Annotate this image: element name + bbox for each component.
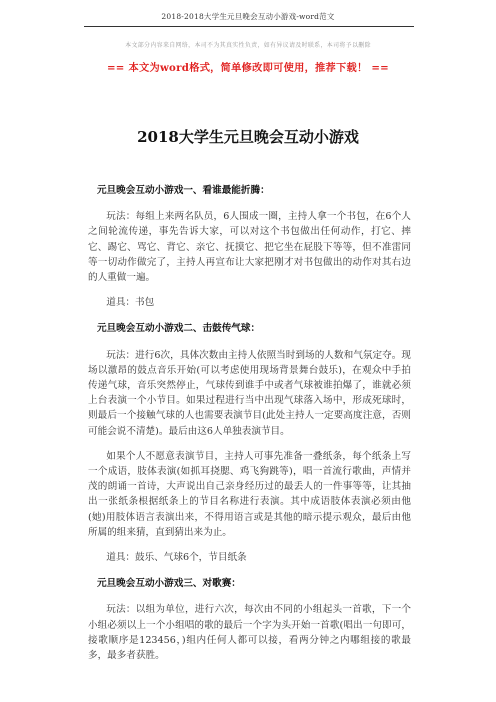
disclaimer-notice: 本文部分内容来自网络，本司不为其真实性负责，如有异议请及时联系，本司将予以删除 (125, 42, 371, 49)
section-paragraph: 玩法：进行6次，具体次数由主持人依照当时到场的人数和气氛定夺。现场以激昂的鼓点音乐开始(可以考虑使用现场背景舞台鼓乐)，在观众中手拍传递气球，音乐突然停止，气球传到谁手中或者气球被谁拍爆了，谁就必须上台表演一个小节目。如果过程进行当中出现气球落入场中，形成死球时，则最后一个接触气球的人也需要表演节目(此处主持人一定要高度注意，否则可能会说不清楚)。最后由这6人单独表演节目。 (88, 349, 411, 437)
document-body (88, 183, 411, 673)
section-heading: 元旦晚会互动小游戏三、对歌赛： (97, 578, 241, 590)
download-banner: == 本文为word格式，简单修改即可使用，推荐下载！ == (106, 62, 390, 74)
section-heading: 元旦晚会互动小游戏一、看谁最能折腾： (97, 185, 270, 196)
section-paragraph: 玩法：每组上来两名队员，6人围成一圈，主持人拿一个书包，在6个人之间轮流传递，事先告诉大家，可以对这个书包做出任何动作，打它、摔它、踢它、骂它、背它、亲它、抚摸它、把它坐在屁股下等等，但不准雷同等一切动作做完了，主持人再宣布让大家把刚才对书包做出的动作对其右边的人重做一遍。 (88, 211, 411, 284)
section-paragraph: 玩法：以组为单位，进行六次，每次由不同的小组起头一首歌，下一个小组必须以上一个小组唱的歌的最后一个字为头开始一首歌(唱出一句即可，接歌顺序是123456，)组内任何人都可以接，看两分钟之内哪组接的歌最多，最多者获胜。 (88, 604, 411, 662)
section-props: 道具：书包 (106, 297, 155, 309)
page-header (0, 0, 496, 34)
header-title: 2018-2018大学生元旦晚会互动小游戏-word范文 (161, 12, 335, 21)
section-props: 道具：鼓乐、气球6个，节目纸条 (106, 552, 247, 564)
header-divider (84, 26, 414, 27)
document-title: 2018大学生元旦晚会互动小游戏 (137, 128, 359, 146)
section-heading: 元旦晚会互动小游戏二、击鼓传气球： (97, 323, 261, 335)
section-paragraph: 如果个人不愿意表演节目，主持人可事先准备一叠纸条，每个纸条上写一个成语，肢体表演(如抓耳挠腮、鸡飞狗跳等)，唱一首流行歌曲，声情并茂的朗诵一首诗，大声说出自己亲身经历过的最丢人的一件事等等，让其抽出一张纸条根据纸条上的节目名称进行表演。其中成语肢体表演必须由他(她)用肢体语言表演出来，不得用语言或是其他的暗示提示观众，最后由他所属的组来猜，直到猜出来为止。 (88, 450, 411, 538)
